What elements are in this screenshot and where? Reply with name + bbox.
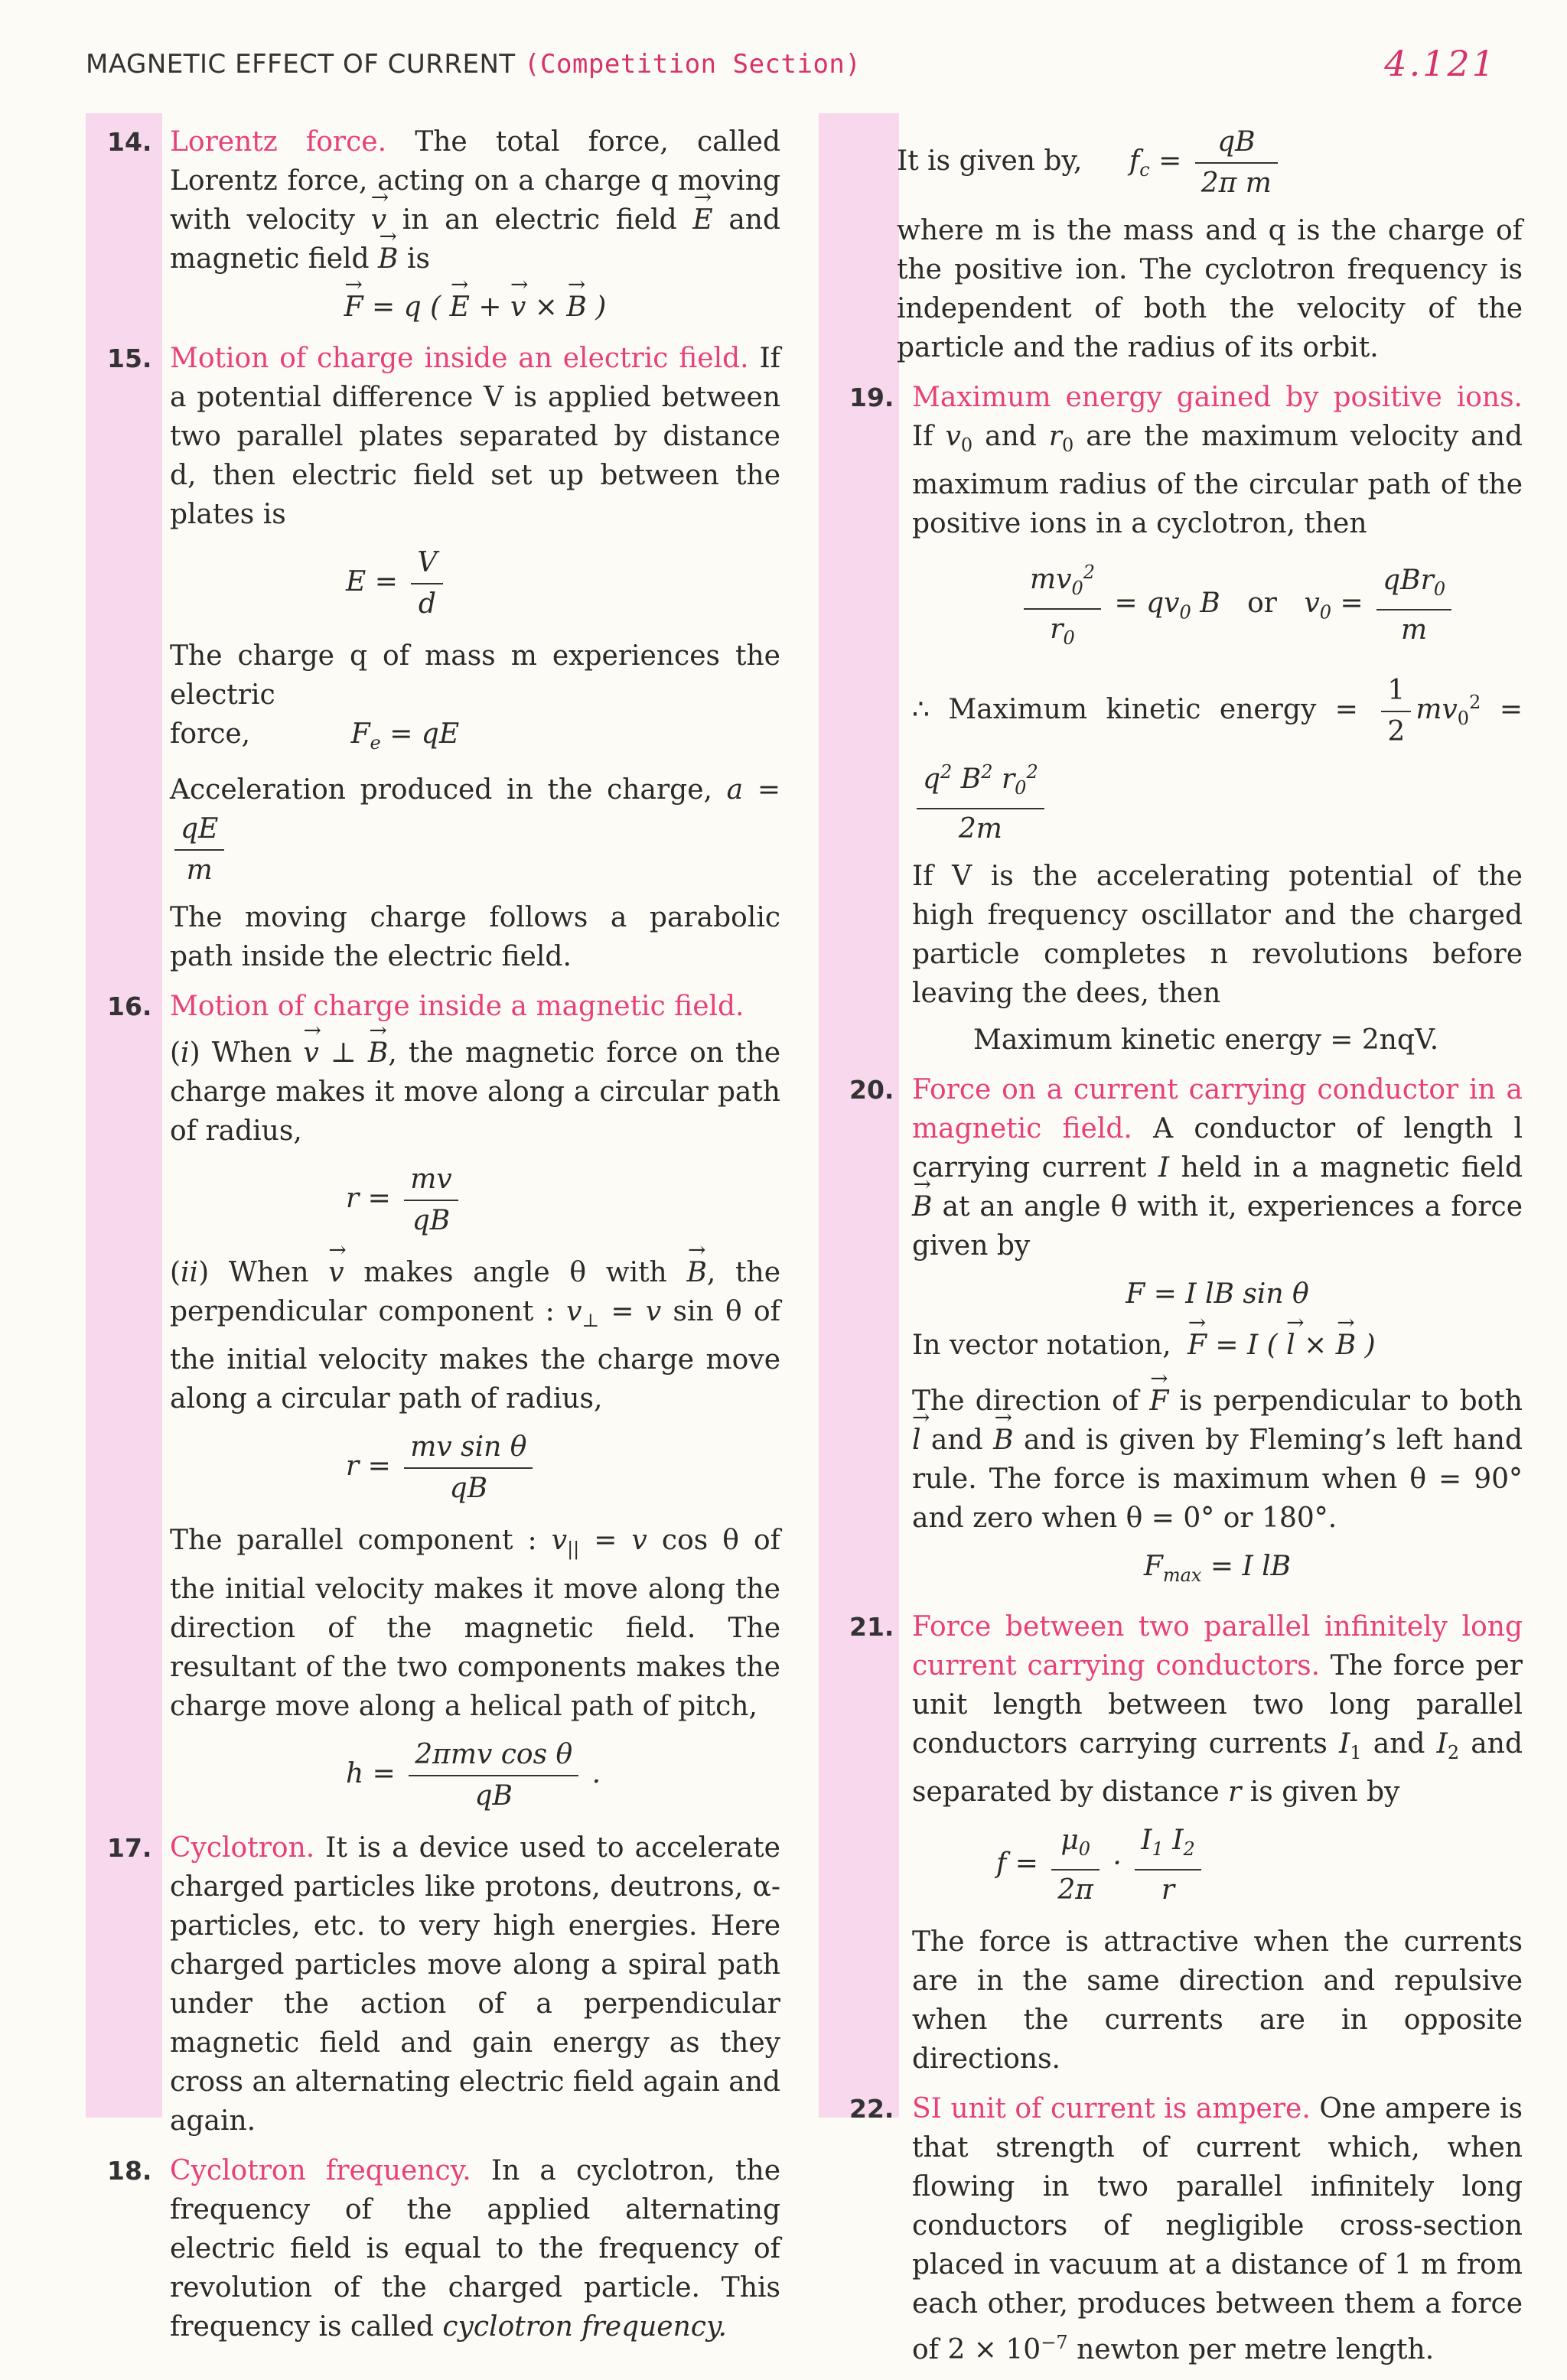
item-14: 14. Lorentz force. The total force, called Lorentz force, acting on a charge q moving with velocity → v in an electric field → E and magnetic field → B is → F = q ( → E + → v × → B ): [107, 122, 780, 327]
equation: r = $\frac{mv}{qB}$: [170, 1160, 780, 1241]
item-16: 16. Motion of charge inside a magnetic field. (i) When → v ⊥ → B, the magnetic force on the charge makes it move along a circular path of radius, r = $\frac{mv}{qB}$ (ii) When → v makes angle θ with → B, the perpendicular component : $v_\perp = v$ sin θ of the initial velocity makes the charge move along a circular path of radius, r = $\frac{\text{mv sin θ}}{qB}$ The parallel component : $v_{||} = v$ cos θ of the initial velocity makes it move along the direction of the magnetic field. The resultant of the two components makes the charge move along a helical path of pitch, h = $\frac{\text{2πmv cos θ}}{qB}$ .: [107, 987, 780, 1815]
chapter-title: MAGNETIC EFFECT OF CURRENT (Competition Section): [86, 49, 862, 80]
page-header: [86, 43, 1497, 89]
page-number: 4.121: [1384, 43, 1497, 84]
item-22: 22. SI unit of current is ampere. One ampere is that strength of current which, when flowing in two parallel infinitely long conductors of negligible cross-section placed in vacuum at a distance of 1 m from each other, produces between them a force of $2 \times 10^{-7}$ newton per metre length.: [849, 2093, 1523, 2366]
item-18: 18. Cyclotron frequency. In a cyclotron, the frequency of the applied alternating electric field is equal to the frequency of revolution of the charged particle. This frequency is called cyclotron frequency.: [107, 2154, 781, 2343]
right-column: [849, 122, 1523, 2380]
equation: h = $\frac{\text{2πmv cos θ}}{qB}$ .: [170, 1735, 780, 1816]
left-column: [107, 122, 780, 2357]
item-18-continued: It is given by, $f_c$ = $\frac{qB}{\text{2π m}}$ where m is the mass and q is the charge of the positive ion. The cyclotron frequency is independent of both the velocity of the particle and the radius of its orbit.: [849, 122, 1523, 367]
item-title: Cyclotron frequency.: [170, 2154, 471, 2186]
item-21: 21. Force between two parallel infinitely long current carrying conductors. The force per unit length between two long parallel conductors carrying currents $I_1$ and $I_2$ and separated by distance r is given by f = $\frac{\mu_0}{2\pi}$ · $\frac{I_1 I_2}{r}$ The force is attractive when the currents are in the same direction and repulsive when the currents are in opposite directions.: [849, 1610, 1523, 2076]
item-title: Force between two parallel infinitely long current carrying conductors.: [912, 1610, 1523, 1682]
equation: E = $\frac{V}{d}$: [170, 543, 780, 624]
item-title: SI unit of current is ampere.: [912, 2093, 1311, 2125]
item-17: 17. Cyclotron. It is a device used to accelerate charged particles like protons, deutrons, α-particles, etc. to very high energies. Here charged particles move along a spiral path under the action of a perpendicular magnetic field and gain energy as they cross an alternating electric field again and again.: [107, 1831, 780, 2137]
item-title: Motion of charge inside a magnetic field.: [170, 991, 744, 1023]
item-title: Cyclotron.: [170, 1831, 315, 1864]
item-20: 20. Force on a current carrying conductor in a magnetic field. A conductor of length l carrying current I held in a magnetic field → B at an angle θ with it, experiences a force given by F = I lB sin θ In vector notation, → F = I ( → l × → B ) The direction of → F is perpendicular to both → l and → B and is given by Fleming’s left hand rule. The force is maximum when θ = 90° and zero when θ = 0° or 180°. $F_{max} = I$ lB: [849, 1070, 1523, 1595]
item-title: Force on a current carrying conductor in a magnetic field.: [912, 1073, 1523, 1144]
equation: $\frac{mv_0^2}{r_0}$ = $qv_0$ B or $v_0$ = $\frac{qBr_0}{m}$: [912, 552, 1523, 658]
equation: r = $\frac{\text{mv sin θ}}{qB}$: [170, 1428, 780, 1509]
equation: → F = q ( → E + → v × → B ): [170, 288, 780, 327]
item-15: 15. Motion of charge inside an electric field. If a potential difference V is applied between two parallel plates separated by distance d, then electric field set up between the plates is E = $\frac{V}{d}$ The charge q of mass m experiences the electric force, $F_e$ = qE Acceleration produced in the charge, a = $\frac{qE}{m}$ The moving charge follows a parabolic path inside the electric field.: [107, 343, 781, 973]
section-label: (Competition Section): [524, 49, 862, 80]
item-title: Maximum energy gained by positive ions.: [912, 382, 1523, 413]
equation: $F_{max} = I$ lB: [1143, 1550, 1292, 1586]
item-title: Lorentz force.: [170, 126, 387, 158]
equation: F = I lB sin θ: [1126, 1278, 1309, 1310]
item-19: 19. Maximum energy gained by positive ions. If $v_0$ and $r_0$ are the maximum velocity and maximum radius of the circular path of the positive ions in a cyclotron, then $\frac{mv_0^2}{r_0}$ = $qv_0$ B or $v_0$ = $\frac{qBr_0}{m}$ ∴ Maximum kinetic energy = $\frac{1}{2}$ $mv_0^2$ = $\frac{q^2 B^2 r_0^2}{2m}$ If V is the accelerating potential of the high frequency oscillator and the charged particle completes n revolutions before leaving the dees, then Maximum kinetic energy = 2nqV.: [849, 382, 1523, 1056]
equation: f = $\frac{\mu_0}{2\pi}$ · $\frac{I_1 I_2}{r}$: [912, 1821, 1523, 1910]
item-title: Motion of charge inside an electric field.: [170, 343, 749, 374]
